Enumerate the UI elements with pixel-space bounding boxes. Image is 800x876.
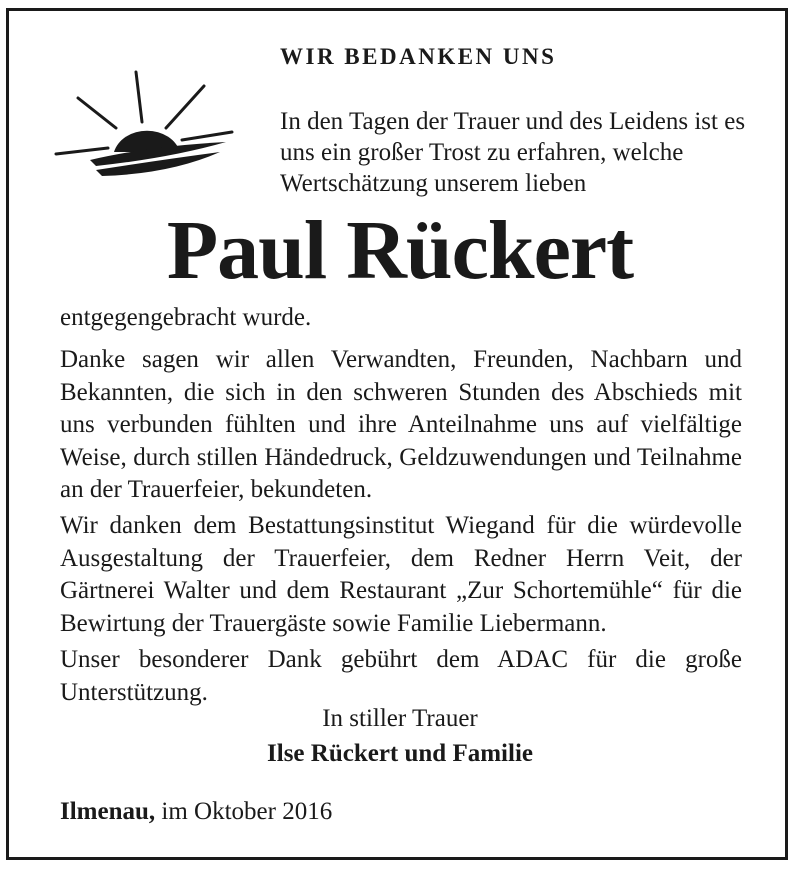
deceased-name: Paul Rückert bbox=[166, 204, 634, 297]
after-name-text: entgegengebracht wurde. bbox=[60, 304, 312, 331]
date-text: im Oktober 2016 bbox=[161, 798, 333, 825]
place-city: Ilmenau, bbox=[60, 798, 156, 825]
sunset-icon bbox=[50, 62, 240, 182]
place-date bbox=[60, 798, 332, 826]
signature: Ilse Rückert und Familie bbox=[267, 740, 533, 767]
closing-line: In stiller Trauer bbox=[322, 705, 478, 732]
thanks-paragraph: Danke sagen wir allen Verwandten, Freunden, Nachbarn und Bekannten, die sich in den schweren Stunden des Abschieds mit uns verbunden fühlten und ihre Anteilnahme uns auf vielfältige Weise, durch stillen Händedruck, Geldzuwendungen und Teilnahme an der Trauerfeier, bekundeten. bbox=[60, 346, 742, 503]
thanks-paragraph: Unser besonderer Dank gebührt dem ADAC für die große Unterstützung. bbox=[60, 646, 742, 706]
heading: WIR BEDANKEN UNS bbox=[280, 44, 557, 69]
thanks-paragraph: Wir danken dem Bestattungsinstitut Wiegand für die würdevolle Ausgestaltung der Trauerfeier, dem Redner Herrn Veit, der Gärtnerei Walter und dem Restaurant „Zur Schortemühle“ für die Bewirtung der Trauergäste sowie Familie Liebermann. bbox=[60, 512, 742, 637]
intro-text: In den Tagen der Trauer und des Leidens ist es uns ein großer Trost zu erfahren, welche Wertschätzung unserem lieben bbox=[280, 108, 746, 197]
